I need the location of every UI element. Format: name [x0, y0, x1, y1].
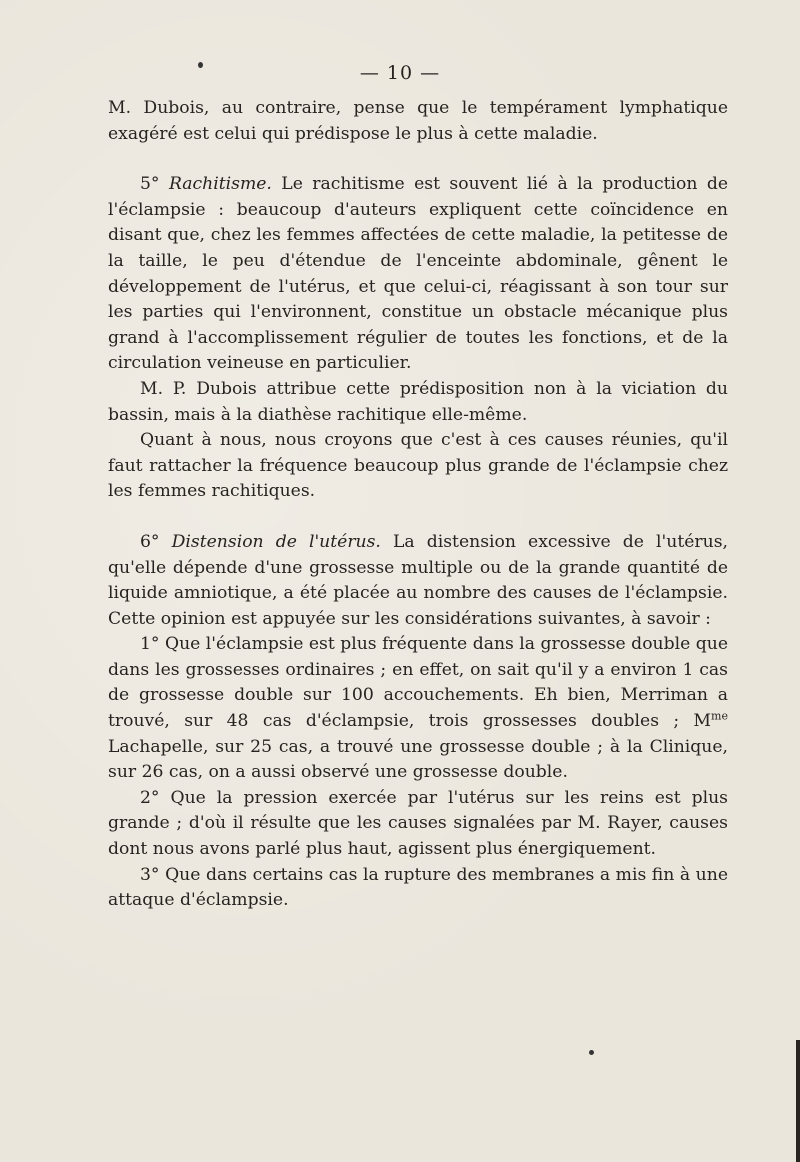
- paragraph-text: M. P. Dubois attribue cette prédisposition non à la viciation du bassin, mais à la diathèse rachitique elle-même.: [108, 378, 728, 425]
- list-item-3: [108, 863, 728, 914]
- item-number: 1°: [140, 634, 160, 655]
- ink-speck: [589, 1050, 594, 1055]
- paragraph-dubois: [108, 96, 728, 147]
- body-text: [108, 96, 728, 914]
- paragraph-text: M. Dubois, au contraire, pense que le tempérament lymphatique exagéré est celui qui prédispose le plus à cette maladie.: [108, 98, 728, 144]
- item-number: 2°: [140, 787, 160, 808]
- page-number: — 10 —: [359, 62, 441, 84]
- item-text: Que l'éclampsie est plus fréquente dans la grossesse double que dans les grossesses ordinaires ; en effet, on sait qu'il y a environ 1 cas de grossesse double sur 100 accouchements. Eh bien, Merriman a trouvé, sur 48 cas d'éclampsie, trois grossesses doubles ; M: [108, 634, 728, 732]
- list-item-1: [108, 632, 728, 786]
- section-heading: Distension de l'utérus.: [171, 531, 381, 552]
- paragraph-p-dubois: [108, 377, 728, 428]
- paragraph-text: Le rachitisme est souvent lié à la production de l'éclampsie : beaucoup d'auteurs expliquent cette coïncidence en disant que, chez les femmes affectées de cette maladie, la petitesse de la taille, le peu d'étendue de l'enceinte abdominale, gênent le développement de l'utérus, et que celui-ci, réagissant à son tour sur les parties qui l'environnent, constitue un obstacle mécanique plus grand à l'accomplissement régulier de toutes les fonctions, et de la circulation veineuse en particulier.: [108, 174, 728, 374]
- paragraph-text: Quant à nous, nous croyons que c'est à ces causes réunies, qu'il faut rattacher la fréquence beaucoup plus grande de l'éclampsie chez les femmes rachitiques.: [108, 430, 728, 502]
- item-number: 3°: [140, 864, 160, 885]
- item-text-continued: Lachapelle, sur 25 cas, a trouvé une grossesse double ; à la Clinique, sur 26 cas, on a aussi observé une grossesse double.: [108, 736, 728, 783]
- section-distension: [108, 530, 728, 632]
- superscript: me: [711, 709, 728, 723]
- item-text: Que la pression exercée par l'utérus sur les reins est plus grande ; d'où il résulte que les causes signalées par M. Rayer, causes dont nous avons parlé plus haut, agissent plus énergiquement.: [108, 787, 728, 860]
- section-heading: Rachitisme.: [168, 174, 272, 195]
- section-number: 5°: [140, 174, 160, 195]
- section-number: 6°: [140, 531, 160, 552]
- list-item-2: [108, 786, 728, 863]
- paragraph-quant-a-nous: [108, 428, 728, 505]
- paragraph-text: La distension excessive de l'utérus, qu'elle dépende d'une grossesse multiple ou de la grande quantité de liquide amniotique, a été placée au nombre des causes de l'éclampsie. Cette opinion est appuyée sur les considérations suivantes, à savoir :: [108, 531, 728, 629]
- item-text: Que dans certains cas la rupture des membranes a mis fin à une attaque d'éclampsie.: [108, 864, 728, 911]
- page-edge-shadow: [796, 1040, 800, 1162]
- section-rachitisme: [108, 172, 728, 377]
- ink-speck: [198, 62, 203, 68]
